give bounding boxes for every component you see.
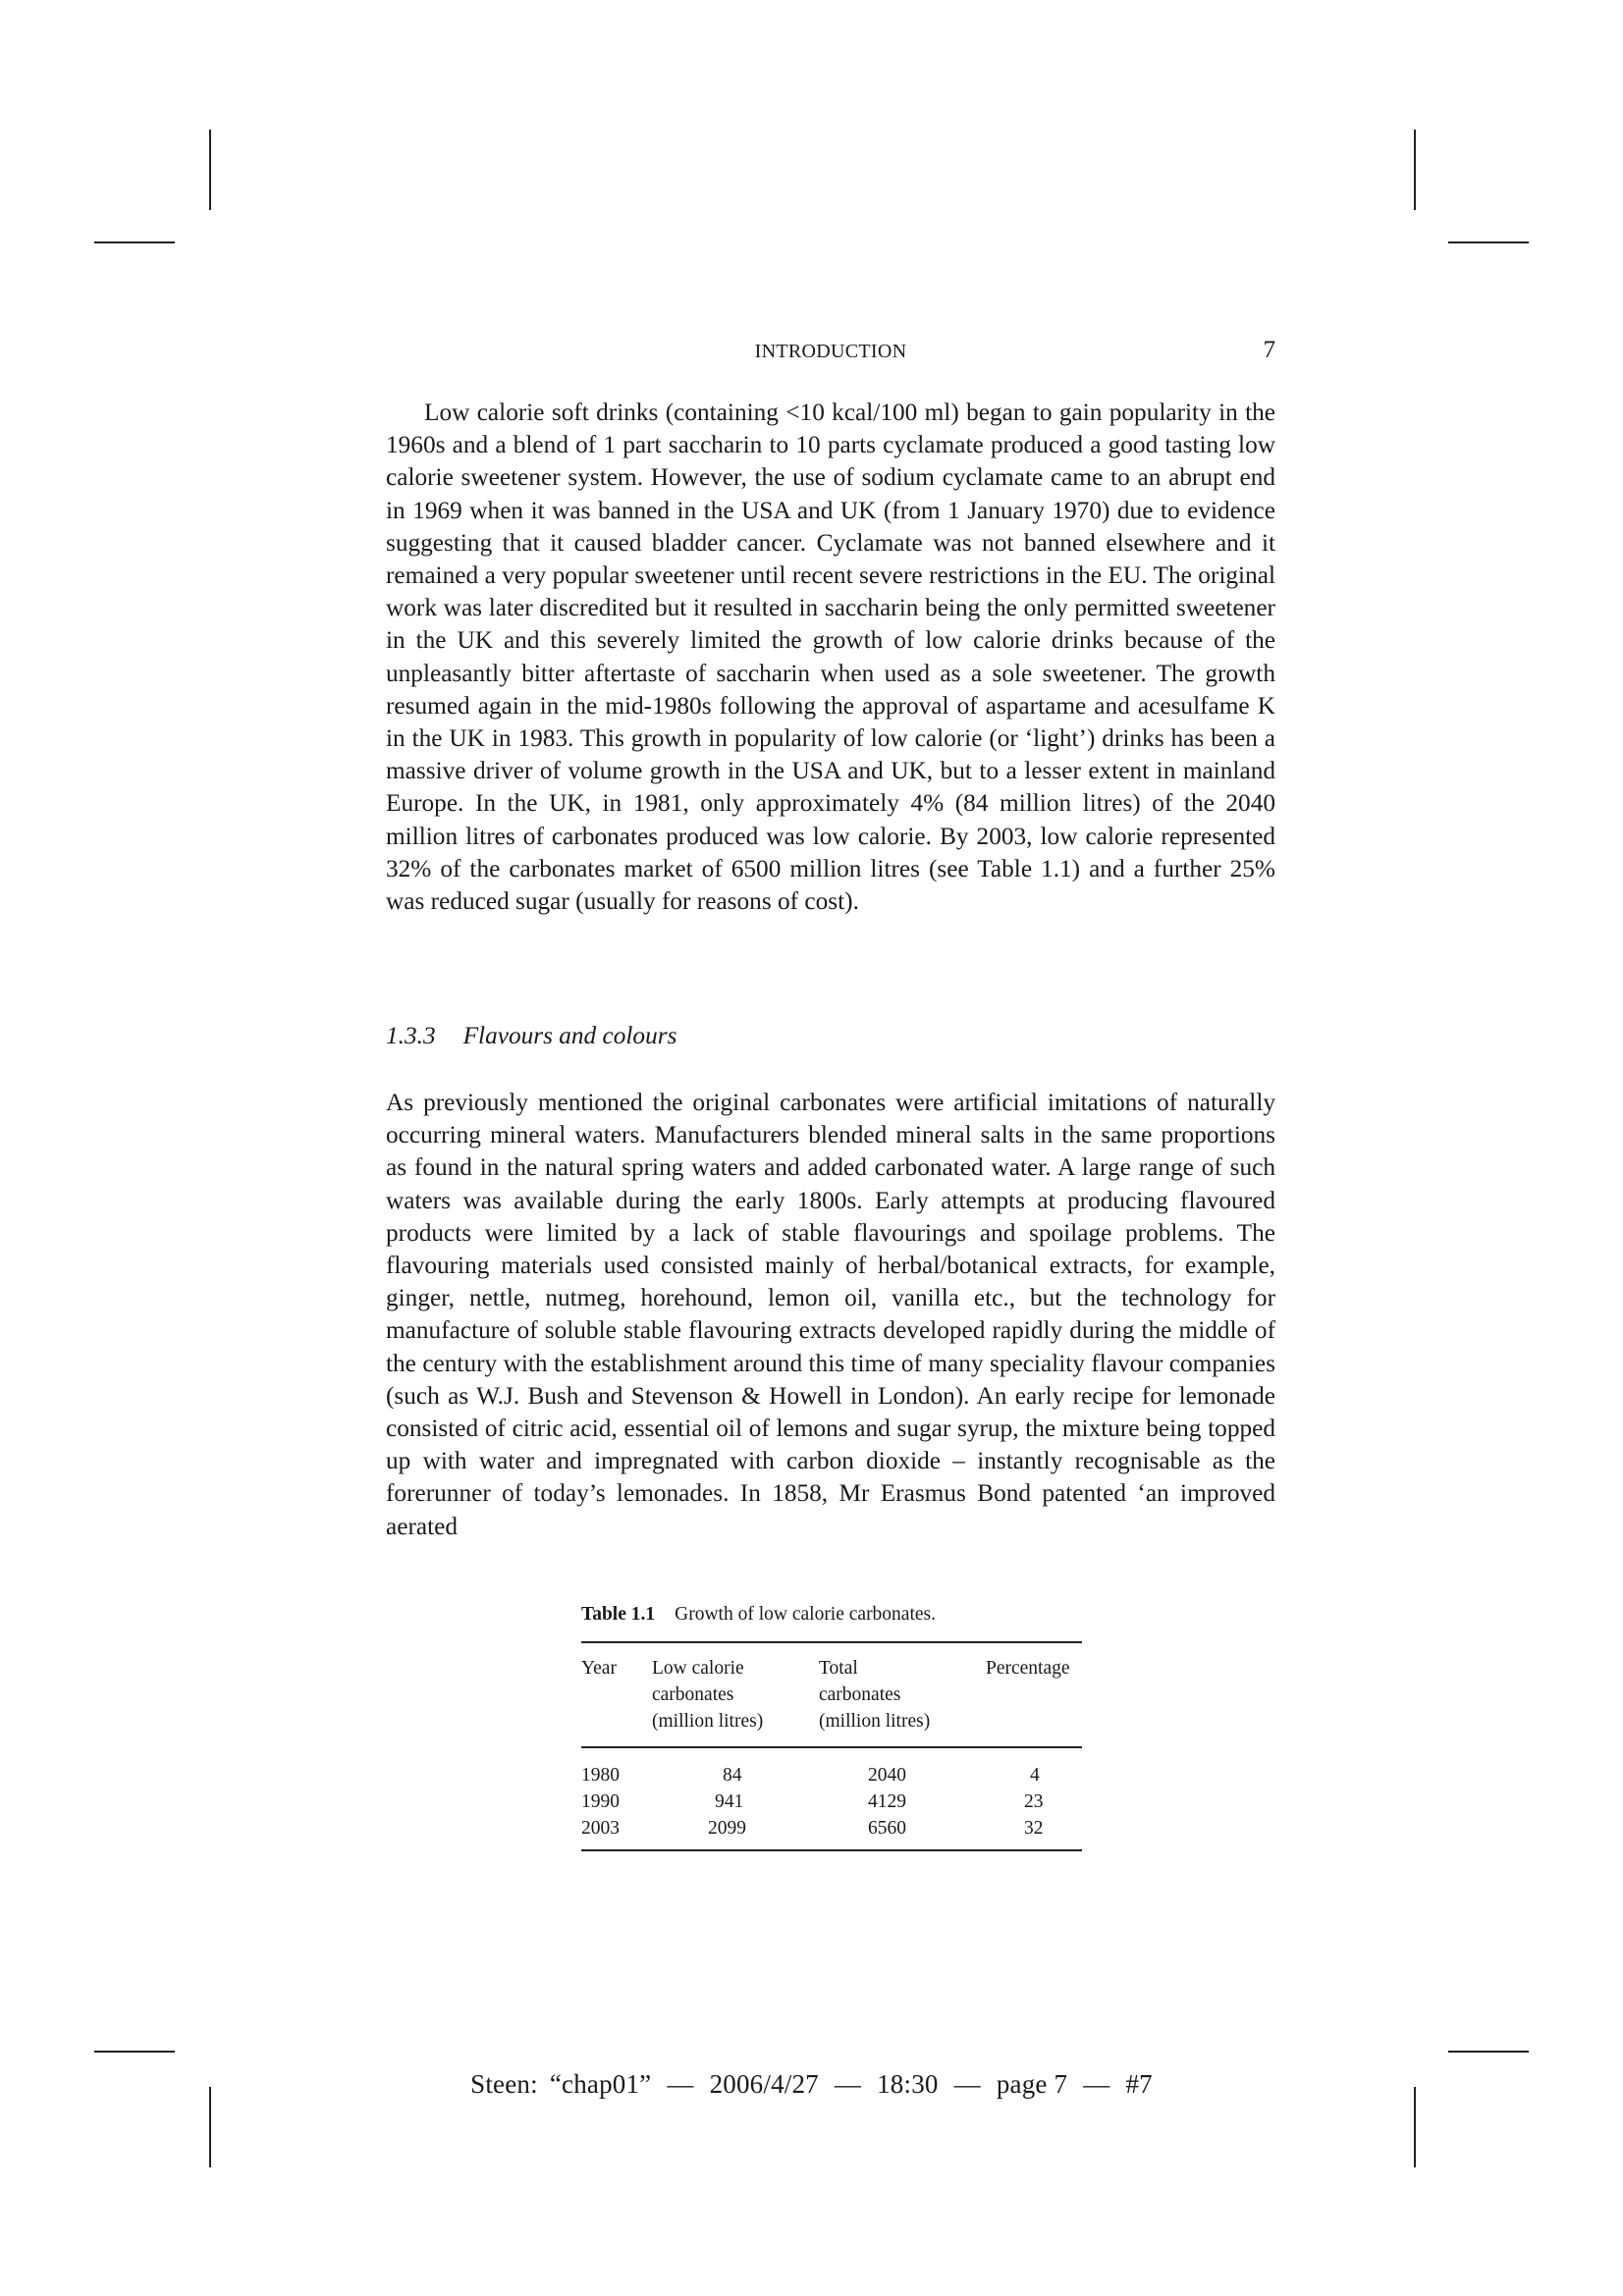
footer-separator: — [1083, 2069, 1110, 2099]
header-total [819, 1642, 986, 1747]
footer-sequence: #7 [1125, 2069, 1153, 2099]
cell-low: 941 [715, 1791, 744, 1812]
header-low-line-1: Low calorie [652, 1658, 744, 1679]
table-1-1 [581, 1602, 1082, 1851]
cell-total: 6560 [819, 1815, 986, 1850]
page-number: 7 [1263, 337, 1275, 363]
cell-year: 2003 [581, 1815, 652, 1850]
cell-year: 1980 [581, 1765, 620, 1786]
running-head-title: INTRODUCTION [754, 341, 907, 362]
footer-separator: — [834, 2069, 862, 2099]
section-title: Flavours and colours [462, 1022, 677, 1049]
table-row [581, 1747, 1082, 1789]
cell-percentage: 23 [1024, 1791, 1044, 1812]
footer-author: Steen: [470, 2069, 538, 2099]
header-total-line-2: carbonates [819, 1684, 901, 1705]
cell-low: 84 [723, 1765, 742, 1786]
header-low-line-3: (million litres) [652, 1711, 764, 1732]
paragraph-low-calorie: Low calorie soft drinks (containing <10 kcal/100 ml) began to gain popularity in the 1960s and a blend of 1 part saccharin to 10 parts cyclamate produced a good tasting low calorie sweetener system. However, the use of sodium cyclamate came to an abrupt end in 1969 when it was banned in the USA and UK (from 1 January 1970) due to evidence suggesting that it caused bladder cancer. Cyclamate was not banned elsewhere and it remained a very popular sweetener until recent severe restrictions in the EU. The original work was later discredited but it resulted in saccharin being the only permitted sweetener in the UK and this severely limited the growth of low calorie drinks because of the unpleasantly bitter aftertaste of saccharin when used as a sole sweetener. The growth resumed again in the mid-1980s following the approval of aspartame and acesulfame K in the UK in 1983. This growth in popularity of low calorie (or ‘light’) drinks has been a massive driver of volume growth in the USA and UK, but to a lesser extent in mainland Europe. In the UK, in 1981, only approximately 4% (84 million litres) of the 2040 million litres of carbonates produced was low calorie. By 2003, low calorie represented 32% of the carbonates market of 6500 million litres (see Table 1.1) and a further 25% was reduced sugar (usually for reasons of cost). [386, 399, 1275, 916]
footer-separator: — [667, 2069, 694, 2099]
running-head [386, 337, 1275, 366]
table-label: Table 1.1 [581, 1604, 656, 1625]
footer-time: 18:30 [877, 2069, 939, 2099]
footer-file: “chap01” [549, 2069, 652, 2099]
table-header-row [581, 1642, 1082, 1747]
cell-total: 2040 [868, 1765, 906, 1786]
header-percentage: Percentage [986, 1642, 1082, 1747]
header-low-calorie [652, 1642, 819, 1747]
cell-total: 4129 [868, 1791, 906, 1812]
table-row [581, 1815, 1082, 1850]
cell-year: 1990 [581, 1791, 620, 1812]
crop-mark-top-left-vertical [209, 130, 211, 210]
header-total-line-3: (million litres) [819, 1711, 931, 1732]
section-number: 1.3.3 [386, 1022, 436, 1049]
crop-mark-bottom-right-horizontal [1448, 2051, 1529, 2053]
page-footer [0, 2069, 1623, 2100]
header-total-line-1: Total [819, 1658, 858, 1679]
paragraph-flavours: As previously mentioned the original carbonates were artificial imitations of naturally occurring mineral waters. Manufacturers blended mineral salts in the same proportions as found in the natural spring waters and added carbonated water. A large range of such waters was available during the early 1800s. Early attempts at producing flavoured products were limited by a lack of stable flavourings and spoilage problems. The flavouring materials used consisted mainly of herbal/botanical extracts, for example, ginger, nettle, nutmeg, horehound, lemon oil, vanilla etc., but the technology for manufacture of soluble stable flavouring extracts developed rapidly during the middle of the century with the establishment around this time of many speciality flavour companies (such as W.J. Bush and Stevenson & Howell in London). An early recipe for lemonade consisted of citric acid, essential oil of lemons and sugar syrup, the mixture being topped up with water and impregnated with carbon dioxide – instantly recognisable as the forerunner of today’s lemonades. In 1858, Mr Erasmus Bond patented ‘an improved aerated [386, 1089, 1275, 1540]
crop-mark-top-right-vertical [1414, 130, 1416, 210]
table-caption-text: Growth of low calorie carbonates. [675, 1604, 936, 1625]
table-caption [581, 1602, 1082, 1628]
footer-separator: — [953, 2069, 981, 2099]
footer-date: 2006/4/27 [709, 2069, 819, 2099]
header-year: Year [581, 1642, 652, 1747]
crop-mark-top-right-horizontal [1448, 241, 1529, 243]
table-row [581, 1789, 1082, 1815]
crop-mark-top-left-horizontal [94, 241, 175, 243]
footer-page: page 7 [996, 2069, 1068, 2099]
cell-percentage: 4 [1030, 1765, 1040, 1786]
section-heading [386, 1022, 676, 1050]
data-table [581, 1641, 1082, 1851]
crop-mark-bottom-left-horizontal [94, 2051, 175, 2053]
header-low-line-2: carbonates [652, 1684, 734, 1705]
cell-percentage: 32 [986, 1815, 1082, 1850]
cell-low: 2099 [652, 1815, 819, 1850]
